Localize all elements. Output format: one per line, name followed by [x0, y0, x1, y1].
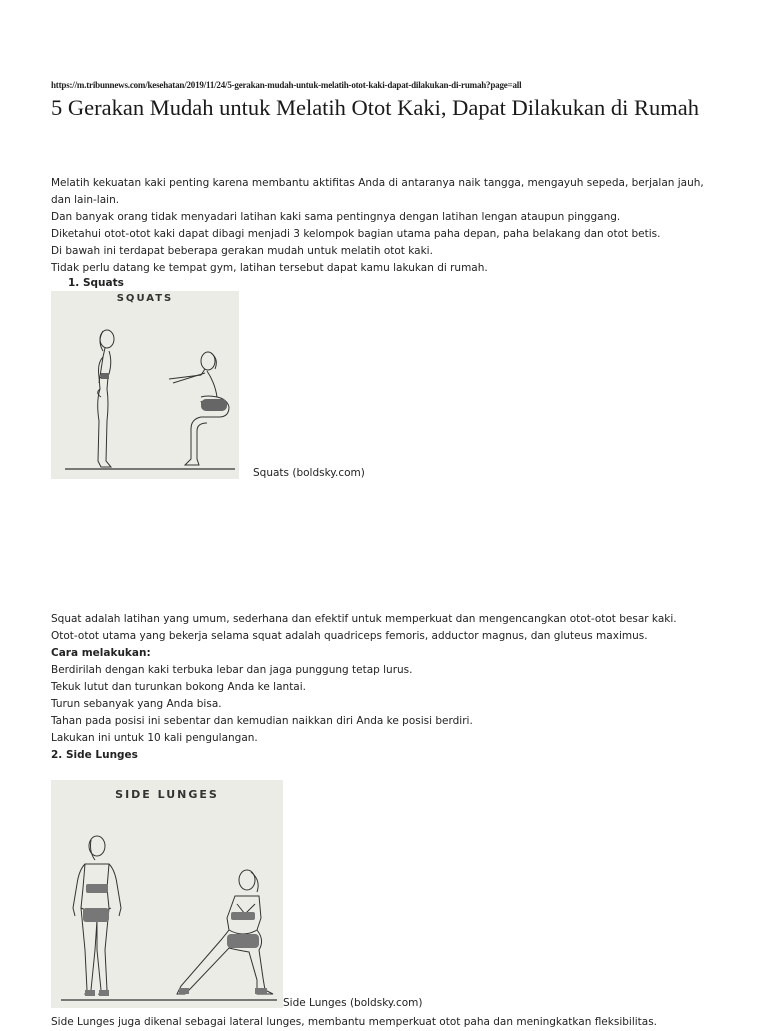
side-lunges-paragraph: Side Lunges juga dikenal sebagai lateral lunges, membantu memperkuat otot paha dan meningkatkan fleksibilitas. — [51, 1016, 658, 1028]
intro-text — [51, 175, 711, 277]
page-title: 5 Gerakan Mudah untuk Melatih Otot Kaki, Dapat Dilakukan di Rumah — [51, 95, 699, 120]
squats-figure-label: SQUATS — [116, 293, 174, 304]
squats-drawing — [51, 291, 239, 479]
step-item: Lakukan ini untuk 10 kali pengulangan. — [51, 732, 258, 744]
squats-illustration — [51, 291, 239, 479]
step-item: Turun sebanyak yang Anda bisa. — [51, 698, 222, 710]
intro-paragraph: Dan banyak orang tidak menyadari latihan kaki sama pentingnya dengan latihan lengan ataupun pinggang. — [51, 211, 621, 223]
how-to-label: Cara melakukan: — [51, 647, 151, 659]
intro-paragraph: Di bawah ini terdapat beberapa gerakan mudah untuk melatih otot kaki. — [51, 245, 433, 257]
side-lunges-figure-label: SIDE LUNGES — [115, 788, 219, 801]
step-item: Tahan pada posisi ini sebentar dan kemudian naikkan diri Anda ke posisi berdiri. — [51, 715, 473, 727]
squats-caption: Squats (boldsky.com) — [253, 467, 365, 479]
document-url: https://m.tribunnews.com/kesehatan/2019/11/24/5-gerakan-mudah-untuk-melatih-otot-kaki-dapat-dilakukan-di-rumah?page=all — [51, 80, 522, 90]
section-heading-side-lunges: 2. Side Lunges — [51, 749, 138, 761]
section-heading-squats: 1. Squats — [68, 277, 124, 289]
intro-paragraph: Tidak perlu datang ke tempat gym, latihan tersebut dapat kamu lakukan di rumah. — [51, 262, 488, 274]
side-lunges-drawing — [51, 780, 283, 1008]
squats-description — [51, 611, 711, 764]
step-item: Tekuk lutut dan turunkan bokong Anda ke lantai. — [51, 681, 306, 693]
squats-paragraph: Otot-otot utama yang bekerja selama squat adalah quadriceps femoris, adductor magnus, dan gluteus maximus. — [51, 630, 648, 642]
squats-paragraph: Squat adalah latihan yang umum, sederhana dan efektif untuk memperkuat dan mengencangkan otot-otot besar kaki. — [51, 613, 677, 625]
intro-paragraph: Diketahui otot-otot kaki dapat dibagi menjadi 3 kelompok bagian utama paha depan, paha belakang dan otot betis. — [51, 228, 661, 240]
side-lunges-caption: Side Lunges (boldsky.com) — [283, 997, 423, 1009]
intro-paragraph: Melatih kekuatan kaki penting karena membantu aktifitas Anda di antaranya naik tangga, mengayuh sepeda, berjalan jauh, dan lain-lain. — [51, 177, 704, 206]
step-item: Berdirilah dengan kaki terbuka lebar dan jaga punggung tetap lurus. — [51, 664, 413, 676]
side-lunges-illustration — [51, 780, 283, 1008]
